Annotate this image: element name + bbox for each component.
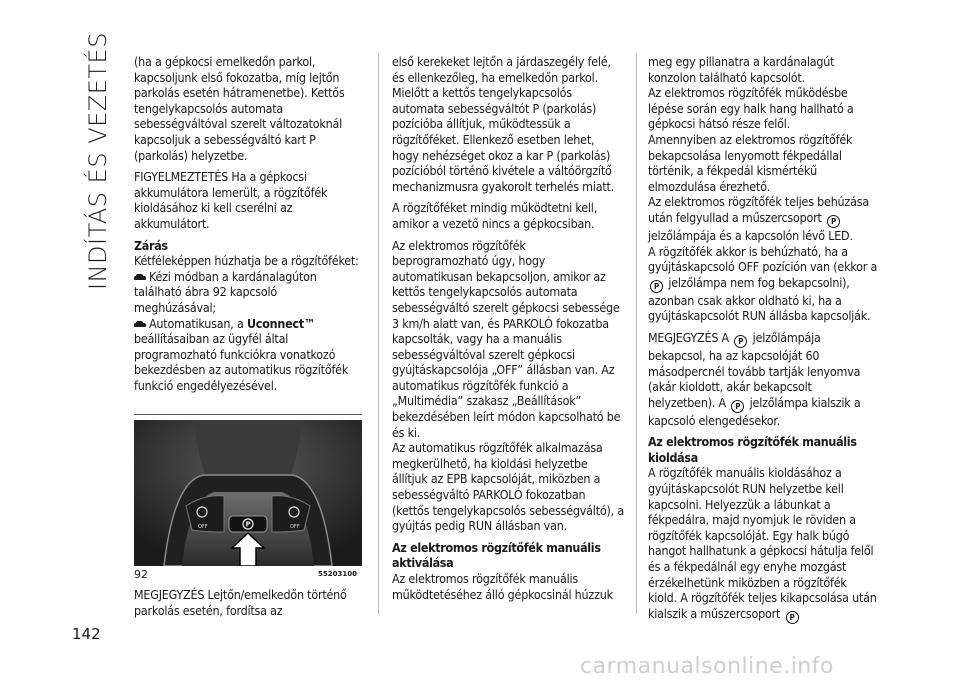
note-paragraph [648, 330, 878, 428]
text-span: Az elektromos rögzítőfék teljes behúzása után felgyullad a műszercsoport [648, 194, 869, 225]
text-span: jelzőlámpája bekapcsol, ha az kapcsolóját 60 másodpercnél tovább tartják lenyomva (akár kioldott, akár bekapcsolt helyzetben). A [648, 329, 861, 410]
figure-top-rule [134, 414, 362, 415]
column-3 [648, 54, 878, 624]
page-number: 142 [72, 625, 101, 643]
text-span: A rögzítőfék akkor is behúzható, ha a gyújtáskapcsoló OFF pozíción van (ekkor a [648, 243, 878, 275]
paragraph [648, 465, 878, 623]
paragraph: Kétféleképpen húzhatja be a rögzítőféket: [134, 253, 359, 269]
column-divider [378, 54, 379, 614]
figure-number: 92 [134, 568, 148, 581]
paragraph [648, 194, 878, 243]
right-switch-label: OFF [290, 524, 300, 530]
parking-brake-warning-icon: P [827, 215, 840, 228]
figure-parking-brake-switch [134, 420, 362, 566]
car-bullet-icon [134, 321, 146, 329]
paragraph: Az elektromos rögzítőfék manuális működtetéséhez álló gépkocsinál húzzuk [392, 571, 613, 602]
bullet-text: beállításaiban az ügyfél által programozható funkciókra vonatkozó bekezdésben az automatikus rögzítőfék funkció engedélyezésével. [134, 331, 349, 393]
parking-brake-warning-icon: P [731, 400, 744, 413]
bullet-text: Automatikusan, a [149, 315, 247, 331]
text-span: MEGJEGYZÉS A [648, 329, 729, 345]
bullet-item [134, 316, 362, 394]
bullet-item [134, 269, 362, 316]
paragraph: Az elektromos rögzítőfék beprogramozható úgy, hogy automatikusan bekapcsoljon, amikor az kettős tengelykapcsolós automata sebességváltó szerelt gépkocsi sebessége 3 km/h alatt van, és PARKOLÓ fokozatba kapcsolták, vagy ha a manuális sebességváltóval szerelt gépkocsi gyújtáskapcsolója „OFF” állásban van. Az automatikus rögzítőfék funkció a „Multimédia” szakasz „Beállítások” bekezdésében leírt módon kapcsolható be és ki. [392, 237, 621, 440]
text-span: jelzőlámpája és a kapcsolón lévő LED. [648, 227, 853, 243]
paragraph: Az elektromos rögzítőfék működésbe lépése során egy halk hang hallható a gépkocsi hátsó része felől. [648, 85, 854, 132]
text-span: A rögzítőfék manuális kioldásához a gyújtáskapcsolót RUN helyzetbe kell kapcsolni. Helyezzük a lábunkat a fékpedálra, majd nyomjuk le röviden a rögzítőfék kapcsolóját. Egy halk búgó hangot hallhatunk a gépkocsi hátulja felől és a fékpedálnál egy enyhe mozgást érzékelhetünk miközben a rögzítőfék kiold. A rögzítőfék teljes kikapcsolása után kialszik a műszercsoport [648, 465, 877, 621]
watermark: carmanualsonline.info [580, 654, 834, 679]
parking-brake-warning-icon: P [734, 335, 747, 348]
section-side-title [72, 32, 112, 290]
text-span: jelzőlámpa nem fog bekapcsolni), azonban csak akkor oldható ki, ha a gyújtáskapcsolót RUN állásba kapcsolják. [648, 274, 871, 324]
parking-brake-warning-icon: P [650, 280, 663, 293]
warning-paragraph: FIGYELMEZTETÉS Ha a gépkocsi akkumulátora lemerült, a rögzítőfék kioldásához ki kell cserélni az akkumulátort. [134, 169, 328, 231]
paragraph: A rögzítőféket mindig működtetni kell, amikor a vezető nincs a gépkocsiban. [392, 200, 598, 231]
section-heading-manual-activation: Az elektromos rögzítőfék manuális aktiválása [392, 539, 601, 571]
paragraph: Amennyiben az elektromos rögzítőfék bekapcsolása lenyomott fékpedállal történik, a fékpedál kismértékű elmozdulása érezhető. [648, 131, 853, 194]
left-switch-label: OFF [198, 524, 208, 530]
figure-code: 55203100 [318, 570, 357, 578]
text-span: jelzőlámpa kialszik a kapcsoló elengedésekor. [648, 394, 861, 428]
car-bullet-icon [134, 274, 146, 282]
bullet-text: Kézi módban a kardánalagúton található ábra 92 kapcsoló meghúzásával; [134, 268, 317, 315]
figure-note: MEGJEGYZÉS Lejtőn/emelkedőn történő parkolás esetén, fordítsa az [134, 587, 347, 618]
console-illustration [134, 420, 362, 566]
section-heading-manual-release: Az elektromos rögzítőfék manuális kioldása [648, 434, 857, 465]
parking-brake-warning-icon: P [786, 611, 799, 624]
section-title-text: INDÍTÁS ÉS VEZETÉS [84, 32, 112, 290]
paragraph [648, 244, 878, 324]
paragraph: Az automatikus rögzítőfék alkalmazása megkerülhető, ha kioldási helyzetbe állítjuk az EPB kapcsolóját, miközben a sebességváltó PARKOLÓ fokozatban (kettős tengelykapcsolós sebességváltó), a gyújtás pedig RUN állásban van. [392, 440, 624, 534]
brand-name: Uconnect™ [246, 315, 315, 331]
section-heading-zaras: Zárás [134, 237, 168, 253]
column-1 [134, 54, 362, 393]
column-divider [636, 54, 637, 614]
paragraph: meg egy pillanatra a kardánalagút konzolon található kapcsolót. [648, 54, 835, 85]
paragraph: első kerekeket lejtőn a járdaszegély felé, és ellenkezőleg, ha emelkedőn parkol. Mielőtt a kettős tengelykapcsolós automata sebességváltót P (parkolás) pozícióba állítjuk, működtessük a rögzítőféket. Ellenkező esetben lehet, hogy nehézséget okoz a kar P (parkolás) pozícióból történő kivétele a váltóörgzítő mechanizmusra gyakorolt terhelés miatt. [392, 54, 615, 194]
column-2 [392, 54, 624, 602]
park-switch-label: P [245, 520, 251, 529]
paragraph: (ha a gépkocsi emelkedőn parkol, kapcsoljunk első fokozatba, míg lejtőn parkolás esetén hátramenetbe). Kettős tengelykapcsolós automata sebességváltóval szerelt változatoknál kapcsoljuk a sebességváltó kart P (parkolás) helyzetbe. [134, 54, 345, 163]
